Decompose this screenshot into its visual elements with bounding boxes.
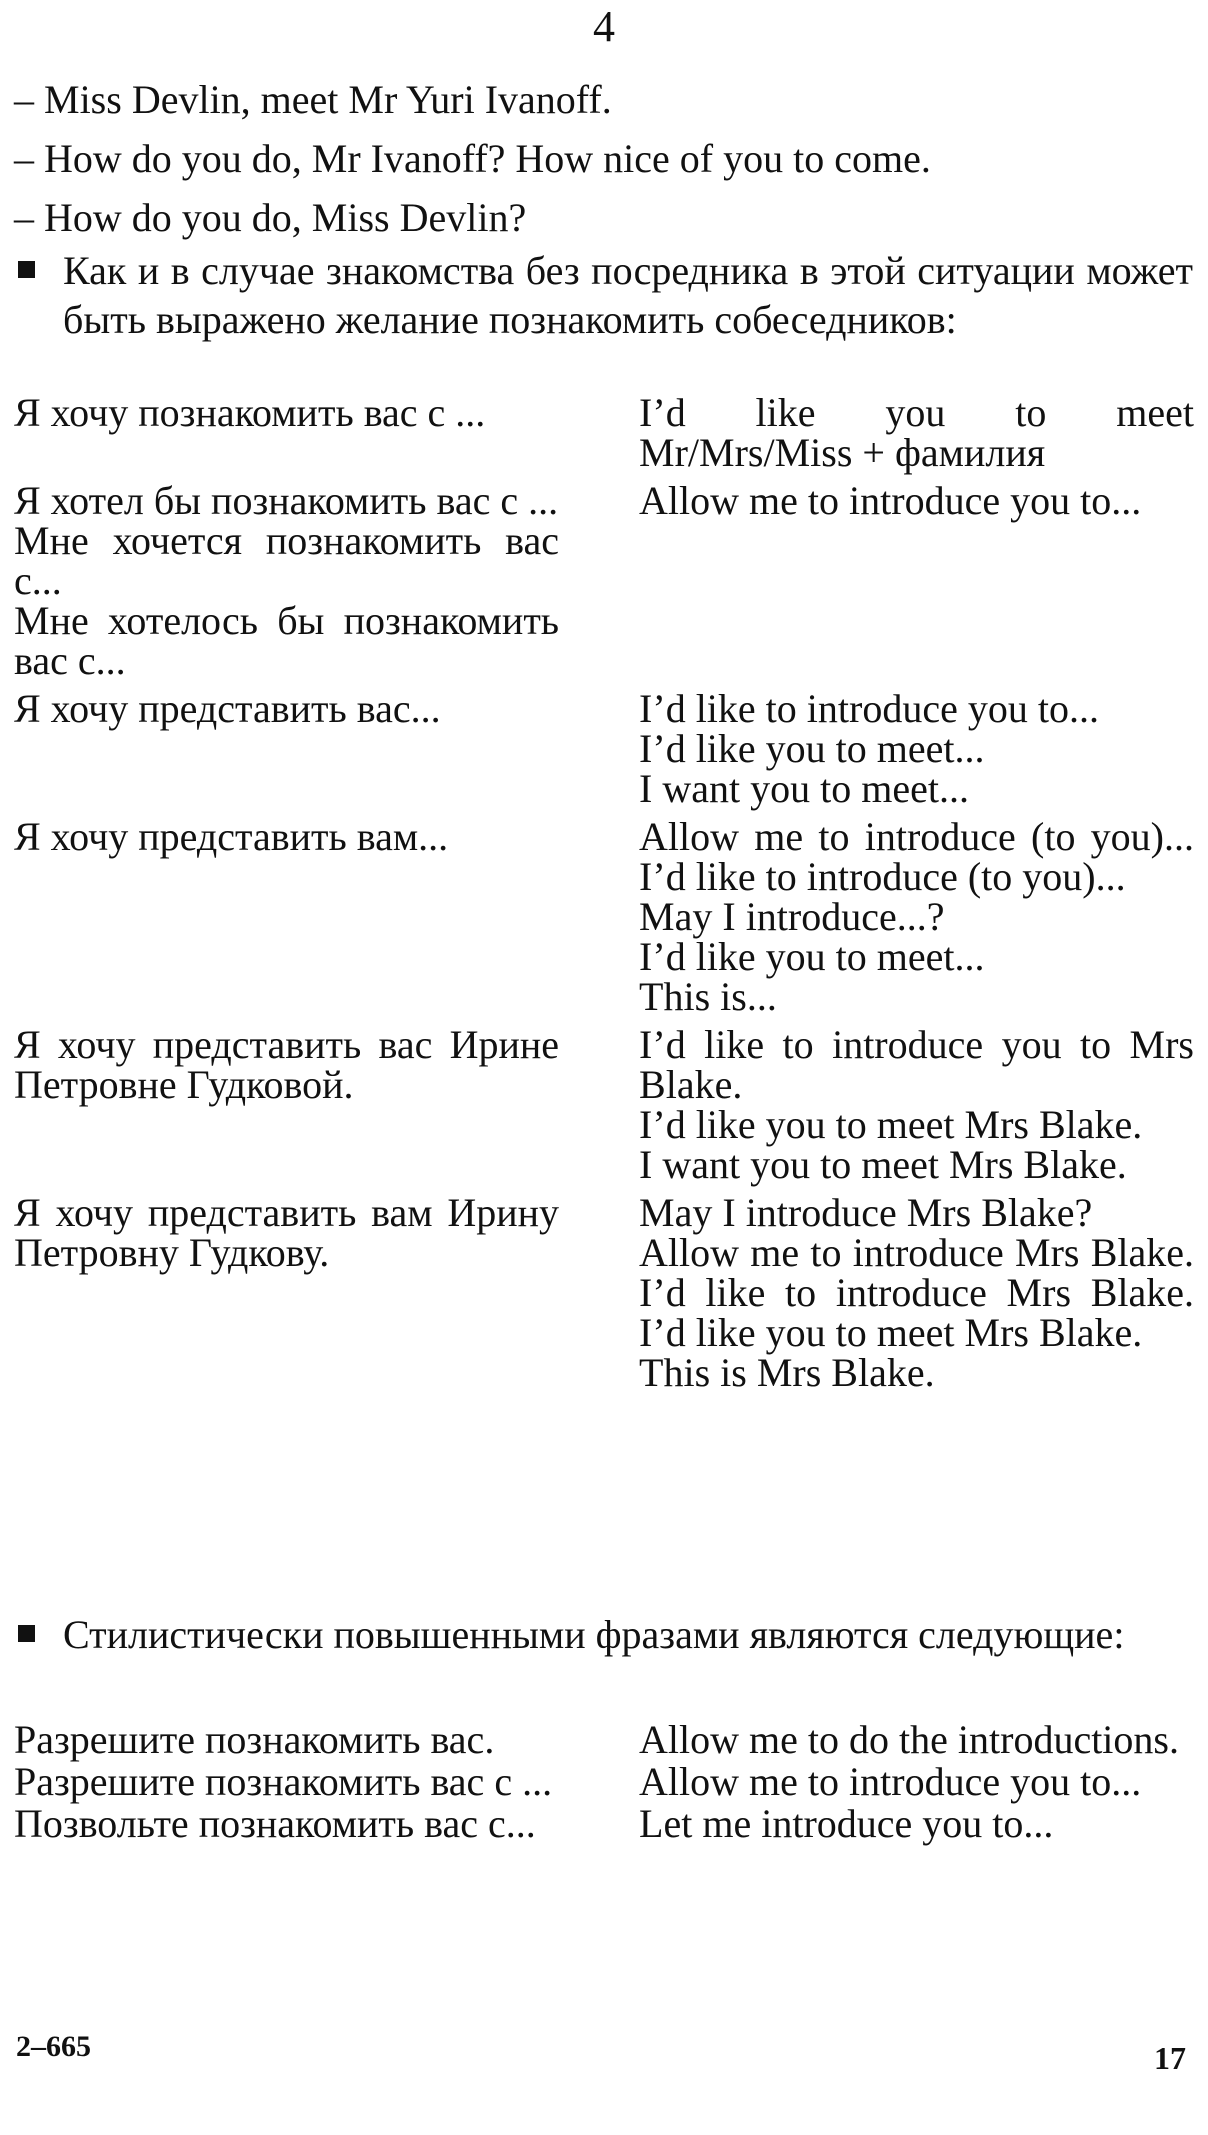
phrase-row [14,478,1194,523]
english-phrase: I’d like you to meet... [639,934,985,979]
phrase-row [14,1801,1194,1846]
english-phrase: Allow me to do the introductions. [639,1717,1179,1762]
russian-phrase: Позвольте познакомить вас с... [14,1801,536,1846]
russian-phrase: Мне хотелось бы познакомить вас с... [14,598,560,683]
russian-phrase: Я хочу представить вам... [14,814,449,859]
phrase-row [14,1022,1194,1187]
english-phrase: I’d like you to meet Mrs Blake. [639,1102,1143,1147]
russian-phrase: Я хочу представить вас Ирине Петровне Гудковой. [14,1022,560,1107]
english-phrase: Allow me to introduce (to you)... [639,814,1194,859]
english-phrase: I want you to meet... [639,766,969,811]
dialog-example [14,70,1184,247]
phrase-row [14,390,1194,475]
dialog-line: – How do you do, Miss Devlin? [14,195,527,240]
english-phrase: I’d like you to meet... [639,726,985,771]
english-phrase: I’d like to introduce (to you)... [639,854,1126,899]
english-phrase: May I introduce Mrs Blake? [639,1190,1093,1235]
dialog-line: – How do you do, Mr Ivanoff? How nice of you to come. [14,136,931,181]
english-phrase: This is Mrs Blake. [639,1350,935,1395]
phrase-table-elevated [14,1717,1194,1846]
english-equivalents [639,1801,1194,1846]
english-equivalents [639,1717,1194,1762]
english-phrase: I’d like you to meet [639,390,1194,435]
russian-phrase: Я хочу представить вас... [14,686,441,731]
phrase-table-neutral [14,390,1194,1395]
english-phrase: This is... [639,974,777,1019]
square-bullet-icon [18,1625,35,1642]
paragraph-text: Как и в случае знакомства без посредника в этой ситуации может быть выражено желание познакомить собеседников: [63,248,1193,342]
english-equivalents [639,390,1194,475]
english-phrase: Allow me to introduce you to... [639,1759,1142,1804]
bullet-paragraph [18,1610,1193,1659]
english-phrase: I’d like to introduce you to... [639,686,1099,731]
phrase-row [14,686,1194,811]
english-phrase: I want you to meet Mrs Blake. [639,1142,1127,1187]
phrase-row [14,814,1194,1019]
english-phrase: Allow me to introduce you to... [639,478,1142,523]
english-phrase: I’d like to introduce Mrs Blake. [639,1270,1194,1315]
page-number: 17 [1154,2040,1186,2076]
printer-signature: 2–665 [16,2030,91,2063]
paragraph-text: Стилистически повышенными фразами являются следующие: [63,1612,1125,1657]
english-equivalents [639,1190,1194,1395]
russian-phrase: Разрешите познакомить вас с ... [14,1759,553,1804]
russian-phrase: Я хочу познакомить вас с ... [14,390,486,435]
english-equivalents [639,1759,1194,1804]
dialog-line: – Miss Devlin, meet Mr Yuri Ivanoff. [14,77,612,122]
russian-phrase: Я хочу представить вам Ирину Петровну Гудкову. [14,1190,560,1275]
english-equivalents [639,478,1194,523]
phrase-row [14,1759,1194,1804]
english-phrase: I’d like you to meet Mrs Blake. [639,1310,1143,1355]
english-phrase: May I introduce...? [639,894,945,939]
section-number: 4 [593,2,615,51]
russian-phrase: Разрешите познакомить вас. [14,1717,495,1762]
english-equivalents [639,686,1194,811]
phrase-row [14,598,1194,683]
english-phrase: Let me introduce you to... [639,1801,1054,1846]
russian-phrase: Мне хочется познакомить вас с... [14,518,560,603]
english-equivalents [639,814,1194,1019]
square-bullet-icon [18,261,35,278]
english-equivalents [639,1022,1194,1187]
phrase-row [14,518,1194,603]
english-phrase: Mr/Mrs/Miss + фамилия [639,430,1046,475]
english-phrase: I’d like to introduce you to Mrs Blake. [639,1022,1194,1107]
bullet-paragraph [18,246,1193,344]
russian-phrase: Я хотел бы познакомить вас с ... [14,478,559,523]
phrase-row [14,1190,1194,1395]
english-phrase: Allow me to introduce Mrs Blake. [639,1230,1194,1275]
phrase-row [14,1717,1194,1762]
